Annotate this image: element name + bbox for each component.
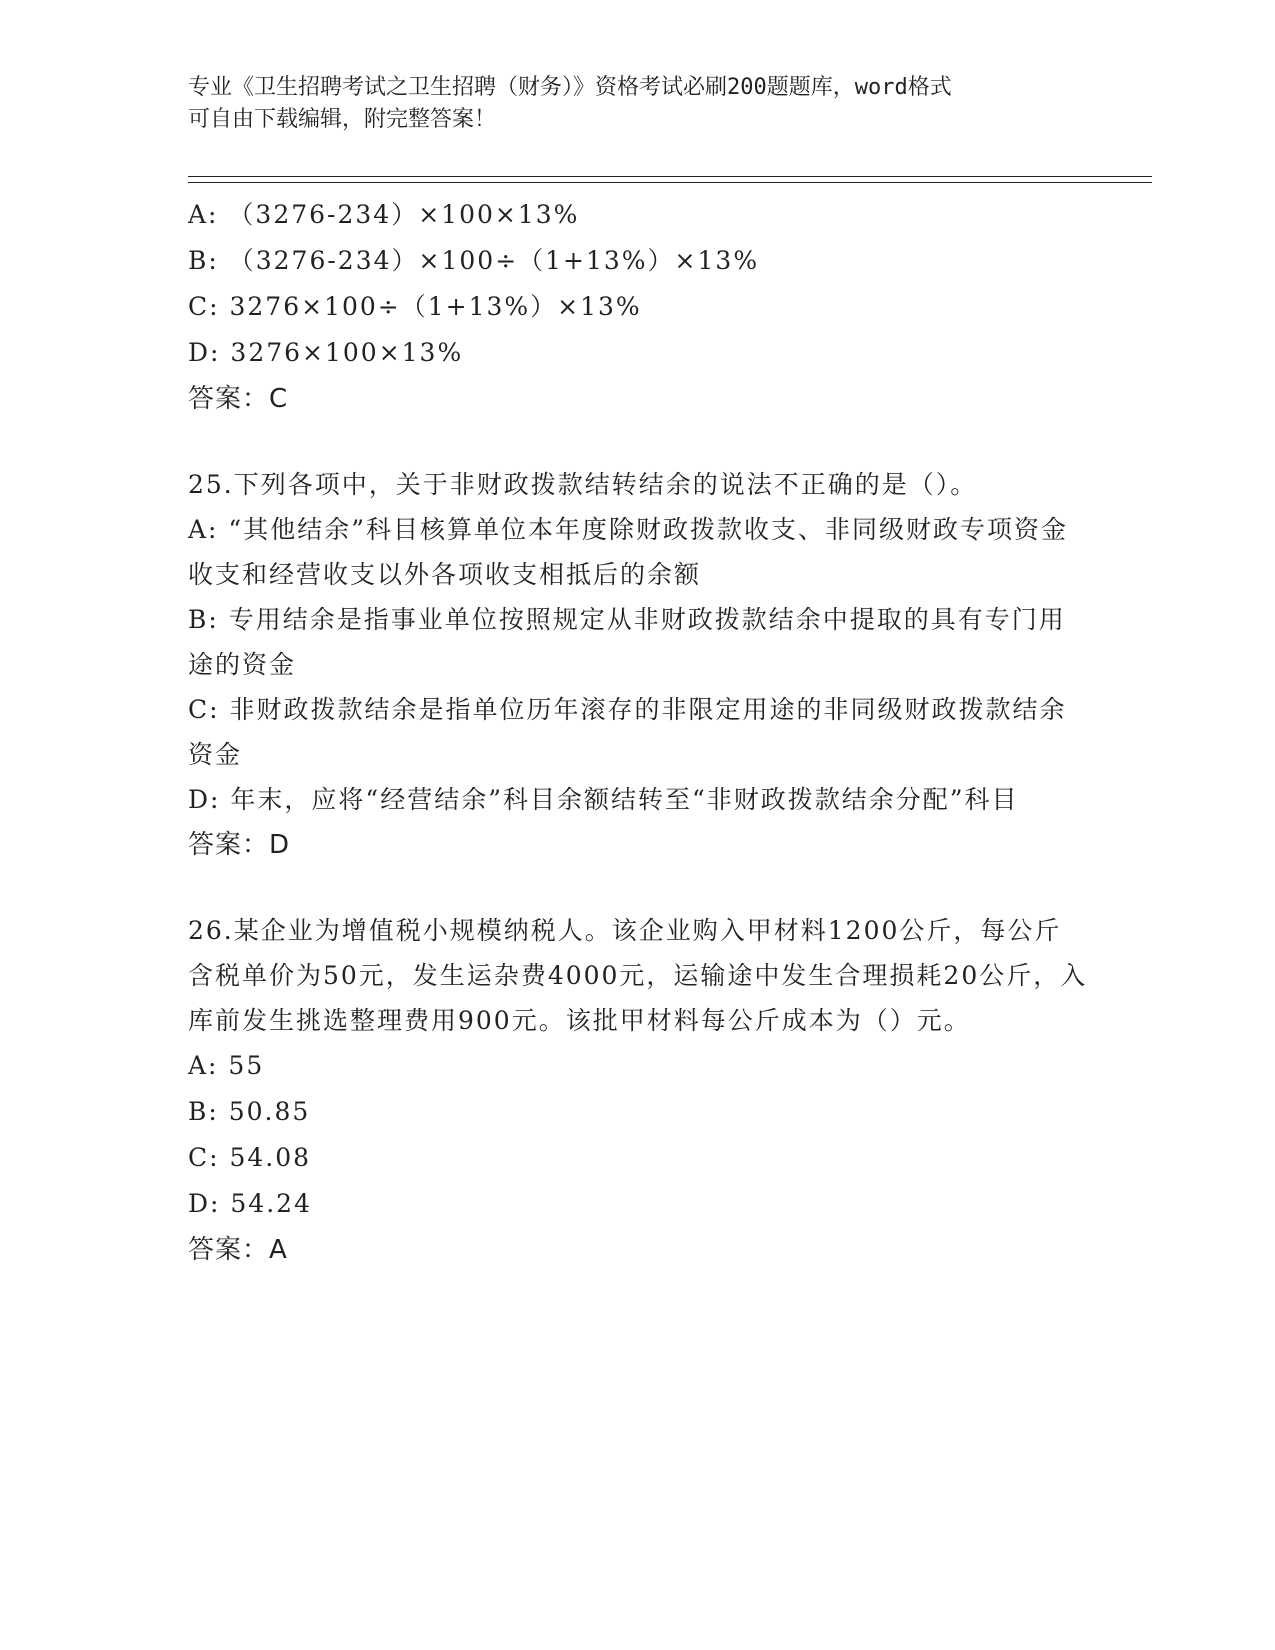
- header-line-2: 可自由下载编辑，附完整答案！: [188, 107, 497, 132]
- header-divider-top: [188, 176, 1152, 177]
- option-b: B: （3276-234）×100÷（1+13%）×13%: [188, 246, 760, 275]
- answer-label: 答案：D: [188, 830, 291, 860]
- header-divider-bottom: [188, 182, 1152, 183]
- option-a: A: 55: [188, 1051, 265, 1080]
- question-stem: 25.下列各项中，关于非财政拨款结转结余的说法不正确的是（）。: [188, 470, 978, 499]
- question-list: [188, 192, 1088, 1313]
- question-stem: 26.某企业为增值税小规模纳税人。该企业购入甲材料1200公斤，每公斤含税单价为50元，发生运杂费4000元，运输途中发生合理损耗20公斤，入库前发生挑选整理费用900元。该批甲材料每公斤成本为（）元。: [188, 916, 1088, 1035]
- option-c: C: 54.08: [188, 1143, 312, 1172]
- document-header: [188, 72, 1068, 136]
- option-d: D: 3276×100×13%: [188, 338, 464, 367]
- option-a: A: （3276-234）×100×13%: [188, 200, 580, 229]
- question-24-block: [188, 192, 1088, 422]
- option-b: B: 50.85: [188, 1097, 311, 1126]
- option-c: C: 3276×100÷（1+13%）×13%: [188, 292, 642, 321]
- answer-label: 答案：C: [188, 384, 289, 414]
- option-c: C: 非财政拨款结余是指单位历年滚存的非限定用途的非同级财政拨款结余资金: [188, 695, 1067, 769]
- question-25-block: [188, 462, 1088, 868]
- header-line-1: 专业《卫生招聘考试之卫生招聘（财务）》资格考试必刷200题题库，word格式: [188, 75, 952, 100]
- option-b: B: 专用结余是指事业单位按照规定从非财政拨款结余中提取的具有专门用途的资金: [188, 605, 1066, 679]
- option-a: A: “其他结余”科目核算单位本年度除财政拨款收支、非同级财政专项资金收支和经营收支以外各项收支相抵后的余额: [188, 515, 1068, 589]
- answer-label: 答案：A: [188, 1235, 288, 1265]
- option-d: D: 54.24: [188, 1189, 312, 1218]
- question-26-block: [188, 908, 1088, 1273]
- option-d: D: 年末，应将“经营结余”科目余额结转至“非财政拨款结余分配”科目: [188, 785, 1019, 814]
